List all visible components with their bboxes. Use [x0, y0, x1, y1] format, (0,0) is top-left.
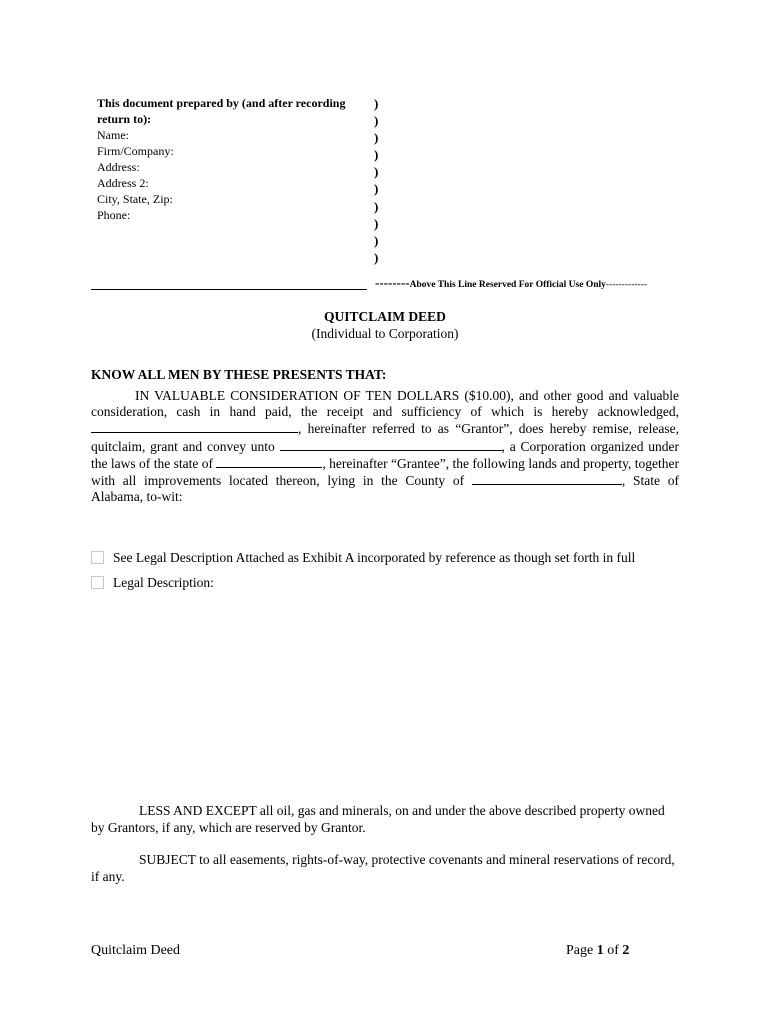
page-label: Page	[566, 943, 594, 958]
county-blank[interactable]	[472, 472, 622, 485]
exhibit-option	[91, 545, 635, 570]
exhibit-label: See Legal Description Attached as Exhibit A incorporated by reference as though set forth in full	[113, 549, 636, 565]
official-trail: -------------	[605, 280, 648, 290]
official-use-text: Above This Line Reserved For Official Use Only	[409, 280, 606, 290]
body-part-4: , hereinafter “Grantee”, the following lands and property, together with all improvements located thereon, lying in the County of	[91, 455, 679, 489]
footer-title: Quitclaim Deed	[91, 943, 181, 958]
page-total: 2	[622, 943, 630, 958]
paren: )	[374, 215, 379, 231]
grantor-name-blank[interactable]	[91, 420, 298, 433]
paren: )	[374, 96, 379, 111]
paren-column	[374, 95, 378, 266]
paren: )	[374, 249, 379, 265]
field-city-state-zip: City, State, Zip:	[97, 192, 173, 206]
subject-to-paragraph	[91, 852, 679, 885]
field-address-2: Address 2:	[97, 176, 149, 190]
paren: )	[374, 130, 379, 146]
body-part-1: IN VALUABLE CONSIDERATION OF TEN DOLLARS ($10.00), and other good and valuable consideration, cash in hand paid, the receipt and sufficiency of which is hereby acknowledged,	[91, 388, 679, 420]
subject-to-text: SUBJECT to all easements, rights-of-way, protective covenants and mineral reservations of record, if any.	[91, 852, 675, 884]
conveyance-paragraph	[91, 388, 679, 505]
body-part-5: , State of Alabama, to-wit:	[91, 473, 679, 505]
document-subtitle: (Individual to Corporation)	[311, 326, 459, 341]
paren: )	[374, 232, 379, 248]
legal-checkbox[interactable]	[91, 576, 104, 589]
page-current: 1	[596, 943, 604, 958]
field-address: Address:	[97, 160, 140, 174]
less-except-text: LESS AND EXCEPT all oil, gas and minerals, on and under the above described property owned by Grantors, if any, which are reserved by Grantor.	[91, 803, 665, 835]
body-part-2: , hereinafter referred to as “Grantor”, does hereby remise, release, quitclaim, grant and convey unto	[91, 421, 679, 454]
page-of: of	[607, 943, 619, 958]
preparer-signature-line[interactable]	[91, 289, 367, 290]
less-except-paragraph	[91, 803, 679, 836]
legal-description-options	[91, 545, 635, 595]
field-phone: Phone:	[97, 208, 131, 222]
preparer-block	[97, 95, 372, 223]
legal-option	[91, 570, 635, 595]
field-name: Name:	[97, 128, 129, 142]
paren: )	[374, 113, 379, 129]
field-firm: Firm/Company:	[97, 144, 174, 158]
paren: )	[374, 181, 379, 197]
legal-label: Legal Description:	[113, 574, 214, 590]
page-number	[566, 943, 629, 959]
grantee-name-blank[interactable]	[280, 438, 502, 451]
paren: )	[374, 198, 379, 214]
official-dashes: --------	[375, 275, 410, 290]
exhibit-checkbox[interactable]	[91, 551, 104, 564]
intro-heading: KNOW ALL MEN BY THESE PRESENTS THAT:	[91, 367, 387, 382]
body-part-3: , a Corporation organized under the laws of the state of	[91, 438, 680, 471]
preparer-heading: This document prepared by (and after recording return to):	[97, 96, 346, 126]
official-use-line	[375, 275, 647, 291]
paren: )	[374, 147, 379, 163]
paren: )	[374, 164, 379, 180]
grantee-state-blank[interactable]	[216, 455, 322, 468]
document-title: QUITCLAIM DEED	[324, 309, 446, 324]
